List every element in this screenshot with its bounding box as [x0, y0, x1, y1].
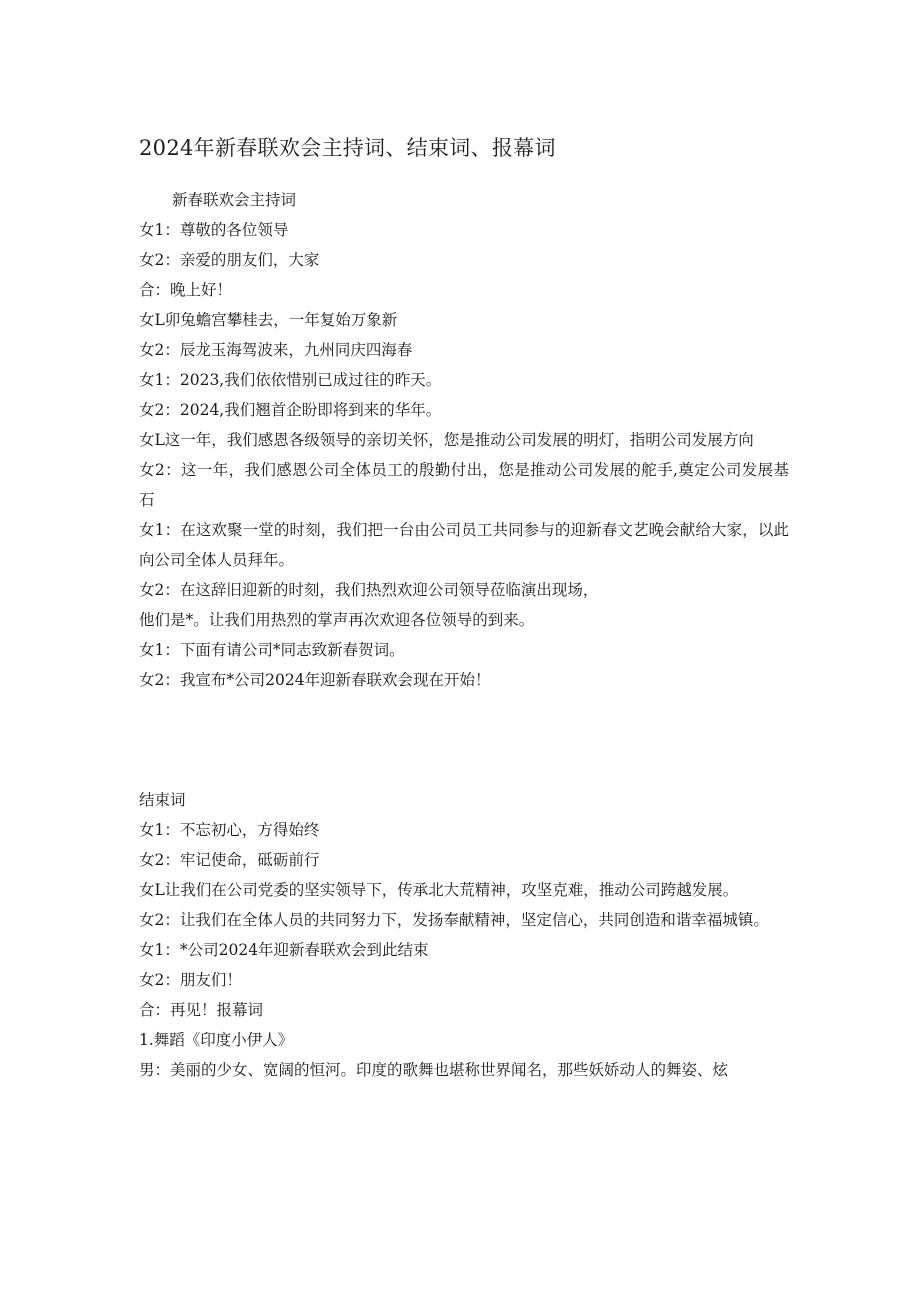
host-line-14: 女2：我宣布*公司2024年迎新春联欢会现在开始！ — [139, 671, 491, 689]
host-line-9: 女2：这一年，我们感恩公司全体员工的殷勤付出，您是推动公司发展的舵手,奠定公司发展基石 — [139, 461, 789, 509]
host-section-heading: 新春联欢会主持词 — [172, 191, 297, 209]
host-line-5: 女2：辰龙玉海驾波来，九州同庆四海春 — [139, 341, 413, 359]
document-title: 2024年新春联欢会主持词、结束词、报幕词 — [139, 136, 556, 160]
host-line-8: 女L这一年，我们感恩各级领导的亲切关怀，您是推动公司发展的明灯，指明公司发展方向 — [139, 431, 754, 449]
closing-line-6: 女2：朋友们！ — [139, 971, 242, 989]
closing-line-4: 女2：让我们在全体人员的共同努力下，发扬奉献精神，坚定信心，共同创造和谐幸福城镇。 — [139, 911, 769, 929]
host-line-4: 女L卯兔蟾宫攀桂去，一年复始万象新 — [139, 311, 398, 329]
host-line-11: 女2：在这辞旧迎新的时刻，我们热烈欢迎公司领导莅临演出现场， — [139, 581, 599, 599]
program-item-1-intro: 男：美丽的少女、宽阔的恒河。印度的歌舞也堪称世界闻名，那些妖娇动人的舞姿、炫 — [139, 1061, 729, 1079]
host-line-1: 女1：尊敬的各位领导 — [139, 221, 289, 239]
document-body — [139, 185, 789, 1085]
closing-line-2: 女2：牢记使命，砥砺前行 — [139, 851, 320, 869]
closing-line-7: 合：再见！报幕词 — [139, 1001, 264, 1019]
host-line-10: 女1：在这欢聚一堂的时刻，我们把一台由公司员工共同参与的迎新春文艺晚会献给大家，以此向公司全体人员拜年。 — [139, 521, 789, 569]
section-gap — [139, 695, 789, 785]
host-line-13: 女1：下面有请公司*同志致新春贺词。 — [139, 641, 405, 659]
closing-section-heading: 结束词 — [139, 791, 186, 809]
host-line-7: 女2：2024,我们翘首企盼即将到来的华年。 — [139, 401, 442, 419]
closing-line-1: 女1：不忘初心，方得始终 — [139, 821, 320, 839]
host-line-6: 女1：2023,我们依依惜别已成过往的昨天。 — [139, 371, 442, 389]
closing-line-3: 女L让我们在公司党委的坚实领导下，传承北大荒精神，攻坚克难，推动公司跨越发展。 — [139, 881, 739, 899]
host-line-2: 女2：亲爱的朋友们，大家 — [139, 251, 320, 269]
program-item-1-title: 1.舞蹈《印度小伊人》 — [139, 1031, 294, 1049]
closing-line-5: 女1：*公司2024年迎新春联欢会到此结束 — [139, 941, 429, 959]
host-line-12: 他们是*。让我们用热烈的掌声再次欢迎各位领导的到来。 — [139, 611, 535, 629]
host-line-3: 合：晚上好！ — [139, 281, 233, 299]
